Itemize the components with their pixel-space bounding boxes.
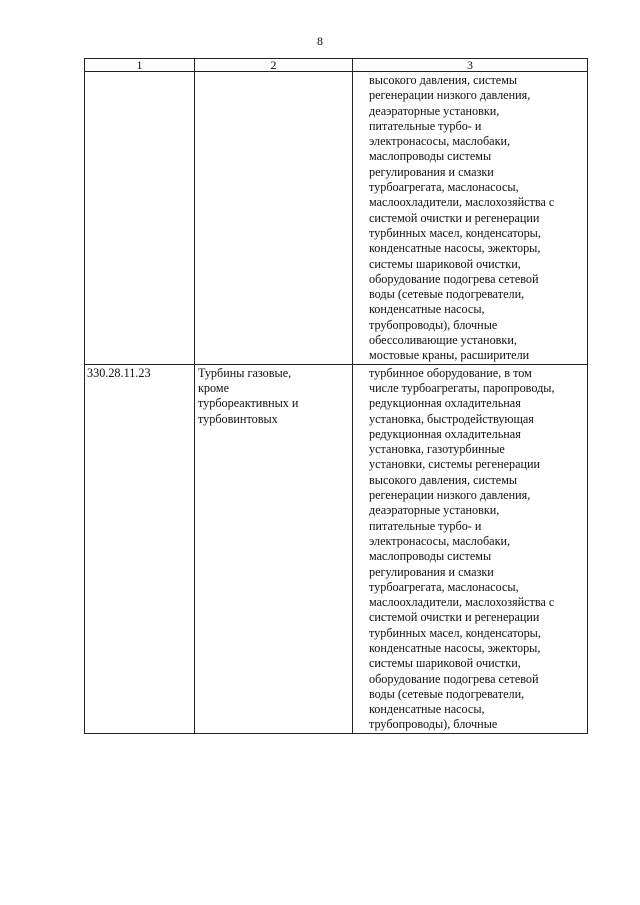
- column-header-3: 3: [353, 59, 588, 72]
- code-text: 330.28.11.23: [87, 365, 151, 380]
- table-header-row: [85, 59, 588, 72]
- description-text: высокого давления, системы регенерации низкого давления, деаэраторные установки, питательные турбо- и электронасосы, маслобаки, маслопроводы системы регулирования и смазки турбоагрегата, маслонасосы, маслоохладители, маслохозяйства с системой очистки и регенерации турбинных масел, конденсаторы, конденсатные насосы, эжекторы, системы шариковой очистки, оборудование подогрева сетевой воды (сетевые подогреватели, конденсатные насосы, трубопроводы), блочные обессоливающие установки, мостовые краны, расширители: [369, 73, 555, 363]
- name-text: [195, 72, 352, 73]
- classification-table: [84, 58, 588, 734]
- page-number: 8: [317, 34, 323, 48]
- name-text: Турбины газовые, кроме турбореактивных и турбовинтовых: [198, 365, 299, 426]
- code-cell: [85, 72, 195, 365]
- column-header-1: 1: [85, 59, 195, 72]
- description-cell: [353, 72, 588, 365]
- column-header-2: 2: [195, 59, 353, 72]
- table-row: [85, 72, 588, 365]
- code-text: [85, 72, 194, 73]
- name-cell: [195, 364, 353, 733]
- name-cell: [195, 72, 353, 365]
- description-cell: [353, 364, 588, 733]
- table-row: [85, 364, 588, 733]
- description-text: турбинное оборудование, в том числе турбоагрегаты, паропроводы, редукционная охладительная установка, быстродействующая редукционная охладительная установка, газотурбинные установки, системы регенерации высокого давления, системы регенерации низкого давления, деаэраторные установки, питательные турбо- и электронасосы, маслобаки, маслопроводы системы регулирования и смазки турбоагрегата, маслонасосы, маслоохладители, маслохозяйства с системой очистки и регенерации турбинных масел, конденсаторы, конденсатные насосы, эжекторы, системы шариковой очистки, оборудование подогрева сетевой воды (сетевые подогреватели, конденсатные насосы, трубопроводы), блочные: [369, 365, 555, 732]
- code-cell: [85, 364, 195, 733]
